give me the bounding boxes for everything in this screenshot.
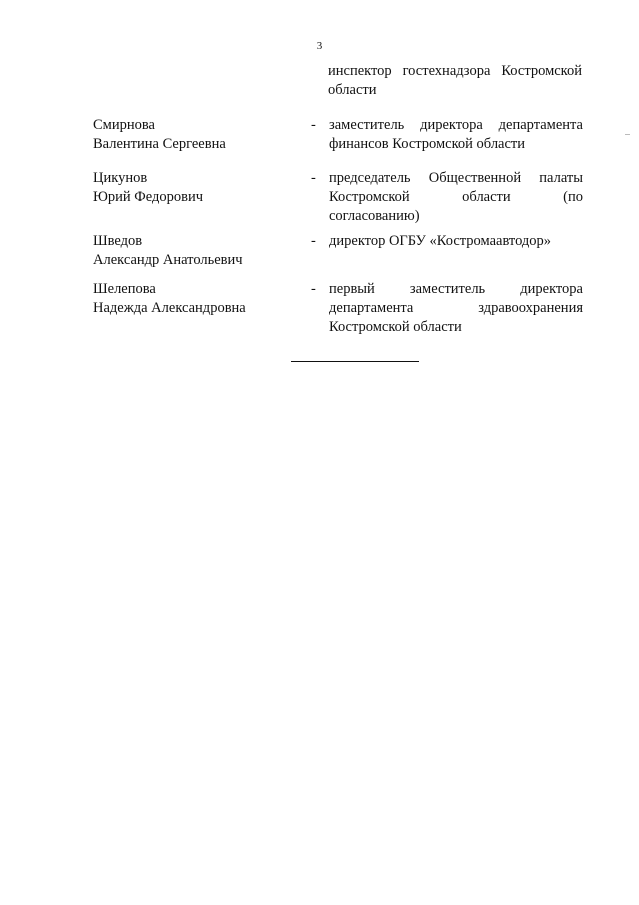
member-role (329, 116, 583, 154)
member-name (93, 232, 293, 270)
role-line: финансов Костромской области (329, 136, 526, 152)
member-surname: Шелепова (93, 281, 156, 297)
entry-dash: - (311, 281, 316, 297)
member-role (329, 232, 583, 251)
continuation-role-text (328, 62, 582, 100)
role-line: Костромской области (по (329, 189, 583, 205)
role-line: согласованию) (329, 208, 420, 224)
end-of-list-rule (291, 361, 419, 362)
continuation-line: области (328, 82, 377, 98)
continuation-line: инспектор гостехнадзора Костромской (328, 63, 582, 79)
member-given-names: Юрий Федорович (93, 189, 204, 205)
entry-dash: - (311, 170, 316, 186)
member-surname: Шведов (93, 233, 143, 249)
member-role (329, 169, 583, 226)
role-line: Костромской области (329, 319, 462, 335)
member-given-names: Надежда Александровна (93, 300, 246, 316)
member-given-names: Александр Анатольевич (93, 252, 243, 268)
role-line: председатель Общественной палаты (329, 170, 583, 186)
entry-dash: - (311, 233, 316, 249)
entry-dash: - (311, 117, 316, 133)
member-role (329, 280, 583, 337)
member-name (93, 169, 293, 207)
member-surname: Смирнова (93, 117, 155, 133)
member-surname: Цикунов (93, 170, 148, 186)
page-number: 3 (316, 40, 323, 52)
role-line: первый заместитель директора (329, 281, 583, 297)
role-line: департамента здравоохранения (329, 300, 583, 316)
scan-edge-mark (625, 134, 630, 135)
role-line: заместитель директора департамента (329, 117, 583, 133)
role-line: директор ОГБУ «Костромаавтодор» (329, 233, 552, 249)
member-name (93, 280, 293, 318)
member-given-names: Валентина Сергеевна (93, 136, 226, 152)
member-name (93, 116, 293, 154)
